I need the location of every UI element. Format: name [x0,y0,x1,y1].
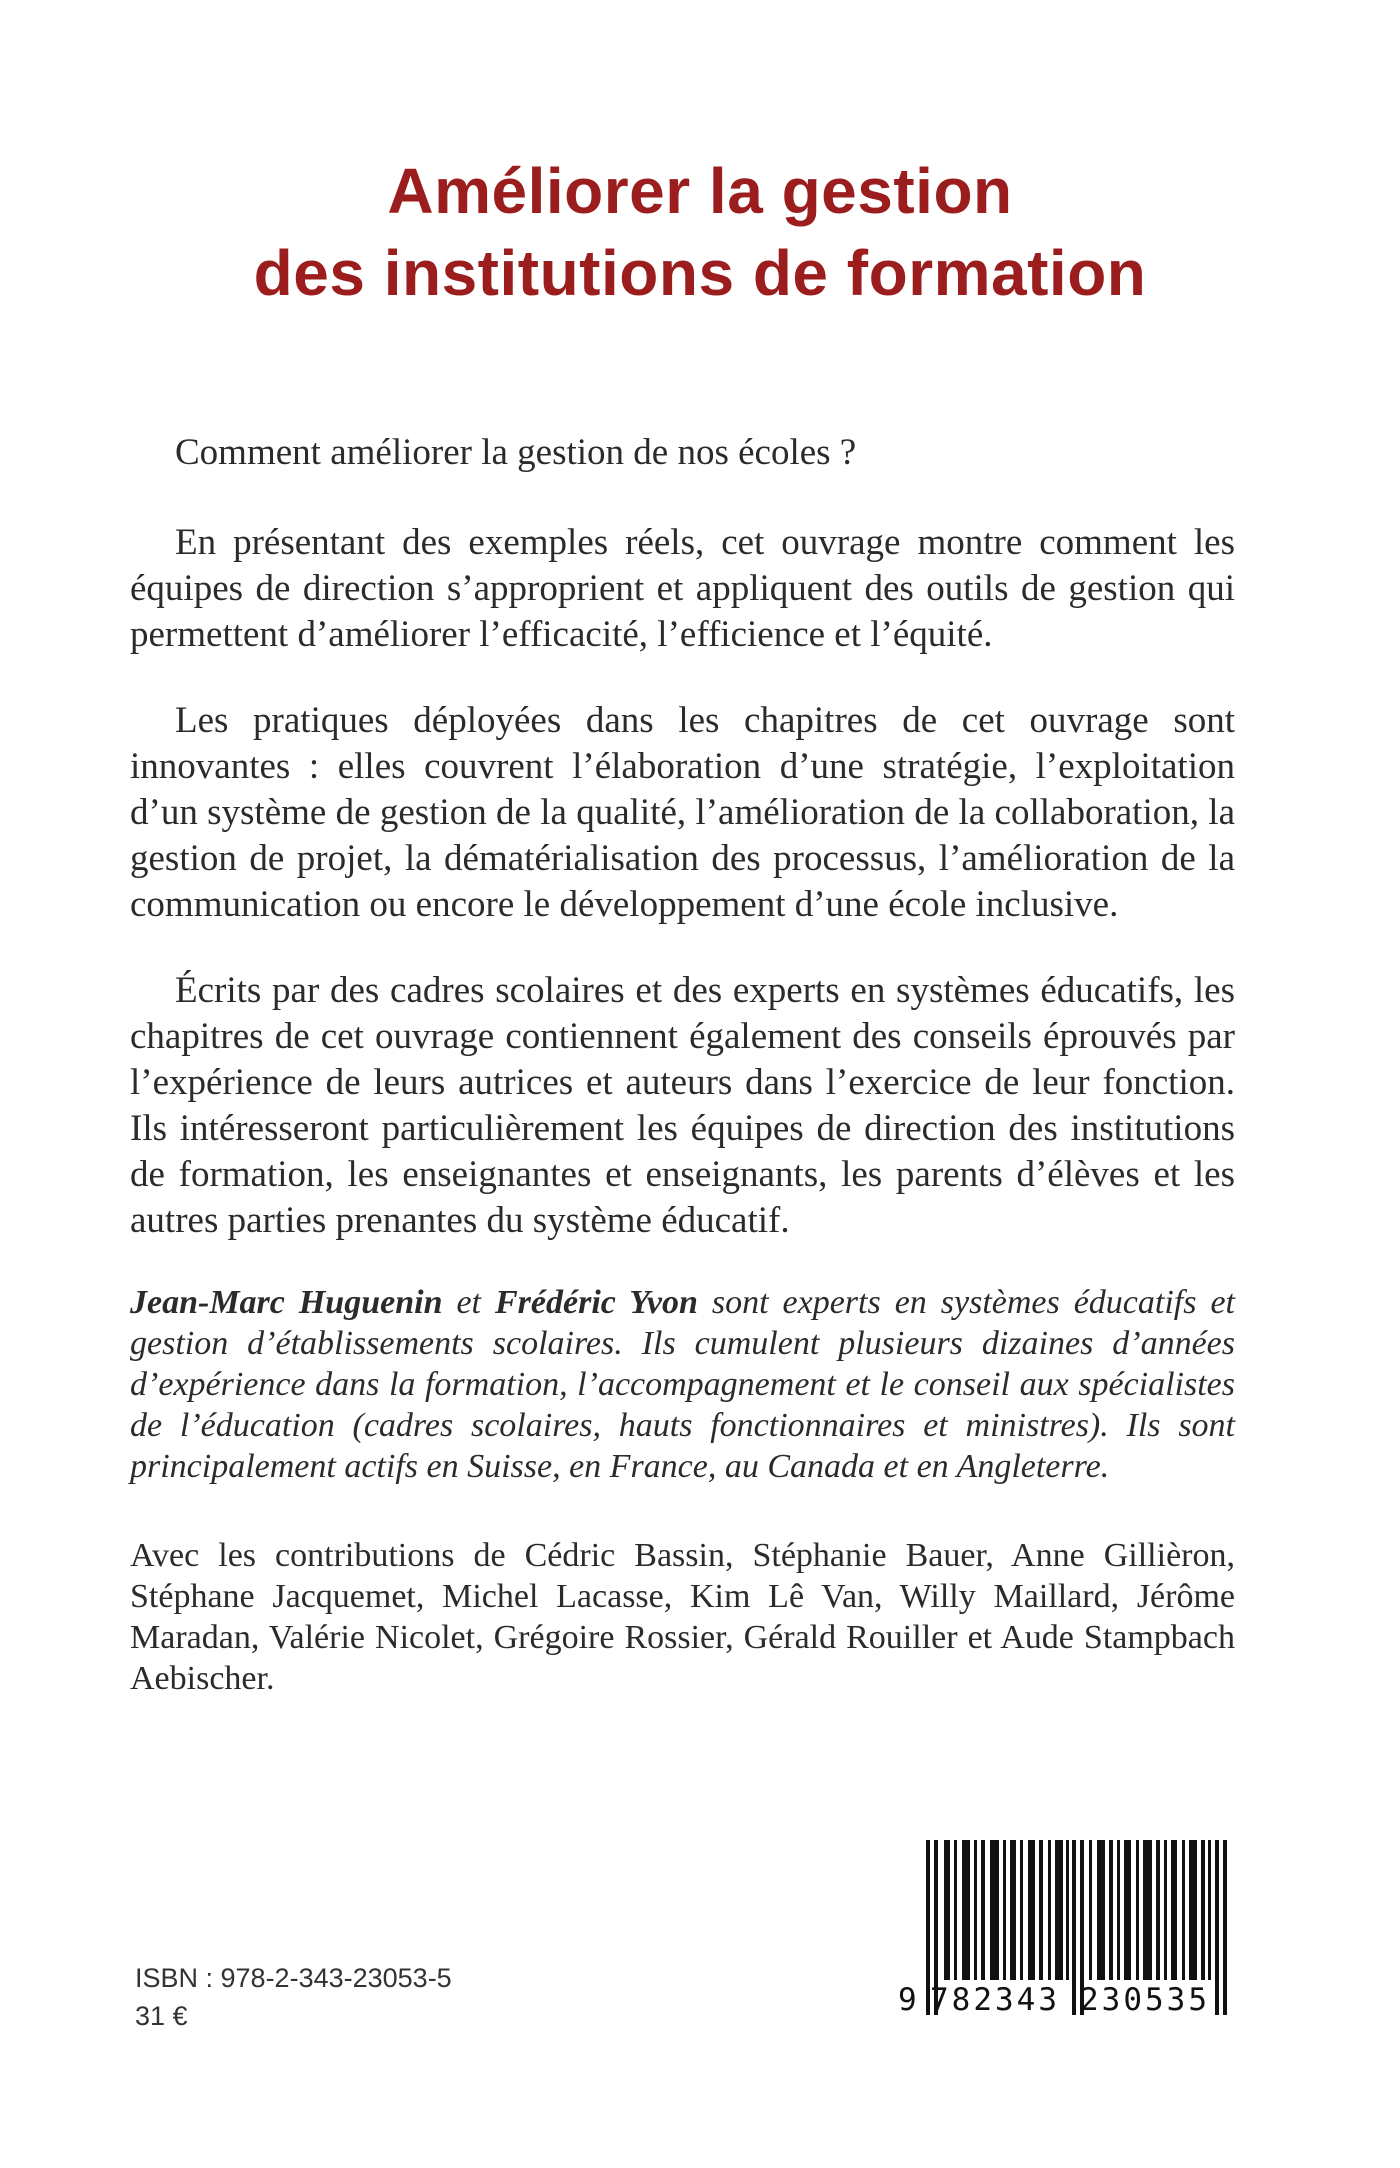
bio-text: sont experts en systèmes éducatifs et gestion d’établissements scolaires. Ils cumulent plusieurs dizaines d’années d’expérience dans la formation, l’accompagnement et le conseil aux spécialistes de l’éducation (cadres scolaires, hauts fonctionnaires et ministres). Ils sont principalement actifs en Suisse, en France, au Canada et en Angleterre. [130,1284,1235,1485]
authors-bio [130,1282,1235,1487]
barcode-left-digits: 782343 [930,1982,1060,2018]
title-line-2: des institutions de formation [253,237,1147,309]
isbn: ISBN : 978-2-343-23053-5 [135,1963,452,1993]
contributions: Avec les contributions de Cédric Bassin, Stéphanie Bauer, Anne Gillièron, Stéphane Jacquemet, Michel Lacasse, Kim Lê Van, Willy Maillard, Jérôme Maradan, Valérie Nicolet, Grégoire Rossier, Gérald Rouiller et Aude Stampbach Aebischer. [130,1537,1235,1697]
price: 31 € [135,2001,188,2031]
author-connector: et [442,1284,495,1321]
barcode-first-digit: 9 [898,1982,920,2018]
author-name-1: Jean-Marc Huguenin [130,1284,443,1321]
title-line-1: Améliorer la gestion [387,155,1013,227]
paragraph-3: Écrits par des cadres scolaires et des experts en systèmes éducatifs, les chapitres de cet ouvrage contiennent également des conseils éprouvés par l’expérience de leurs autrices et auteurs dans l’exercice de leur fonction. Ils intéresseront particulièrement les équipes de direction des institutions de formation, les enseignantes et enseignants, les parents d’élèves et les autres parties prenantes du système éducatif. [130,970,1235,1241]
intro-question: Comment améliorer la gestion de nos écoles ? [175,432,857,473]
barcode [898,1840,1240,2020]
author-name-2: Frédéric Yvon [495,1284,698,1321]
book-title [0,150,1400,314]
paragraph-2: Les pratiques déployées dans les chapitres de cet ouvrage sont innovantes : elles couvrent l’élaboration d’une stratégie, l’exploitation d’un système de gestion de la qualité, l’amélioration de la collaboration, la gestion de projet, la dématérialisation des processus, l’amélioration de la communication ou encore le développement d’une école inclusive. [130,700,1235,925]
paragraph-1: En présentant des exemples réels, cet ouvrage montre comment les équipes de direction s’approprient et appliquent des outils de gestion qui permettent d’améliorer l’efficacité, l’efficience et l’équité. [130,522,1235,655]
barcode-right-digits: 230535 [1080,1982,1210,2018]
